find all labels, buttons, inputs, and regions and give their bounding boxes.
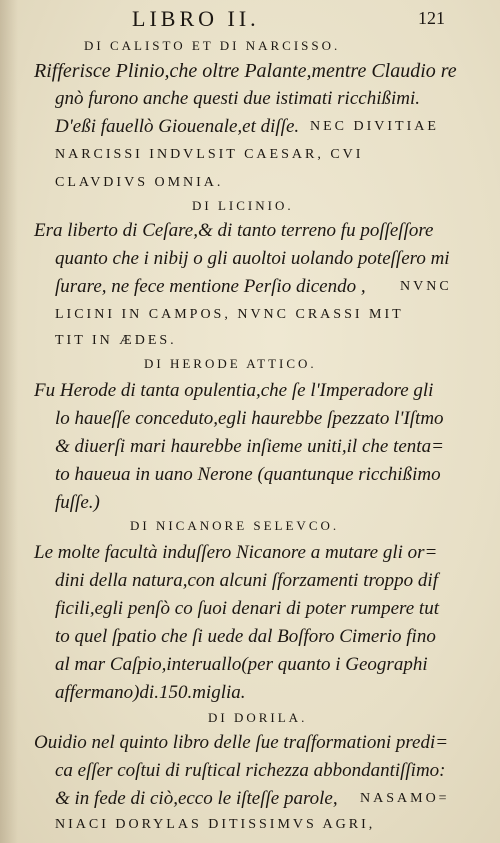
text-line: quanto che i nibij o gli auoltoi uolando poteſſero mi [55, 248, 450, 269]
text-line: ficili,egli penſò co ſuoi denari di poter rumpere tut [55, 598, 439, 619]
section-heading: DI DORILA. [208, 710, 308, 725]
latin-quote: NEC DIVITIAE [310, 119, 439, 134]
text-line [0, 86, 500, 114]
latin-quote-line [0, 302, 500, 330]
text-line [0, 730, 500, 758]
text-line: Le molte facultà induſſero Nicanore a mutare gli or= [34, 542, 438, 563]
latin-quote-line [0, 812, 500, 840]
text-line [0, 434, 500, 462]
text-line [0, 786, 500, 814]
text-line [0, 624, 500, 652]
latin-quote: NVNC [400, 279, 452, 294]
text-line: & in fede di ciò,ecco le iſteſſe parole, [55, 788, 338, 809]
latin-quote: CLAVDIVS OMNIA. [55, 175, 224, 190]
text-line: affermano)di.150.miglia. [55, 682, 246, 703]
text-line: gnò furono anche questi due istimati ricchißimi. [55, 88, 421, 109]
latin-quote: NIACI DORYLAS DITISSIMVS AGRI, [55, 817, 376, 832]
text-line: to quel ſpatio che ſi uede dal Boſforo Cimerio fino [55, 626, 436, 647]
text-line [0, 652, 500, 680]
text-line [0, 540, 500, 568]
text-line: ca eſſer coſtui di ruſtical richezza abbondantiſſimo: [55, 760, 446, 781]
text-line [0, 378, 500, 406]
text-line [0, 568, 500, 596]
latin-quote-line [0, 142, 500, 170]
text-line: to haueua in uano Nerone (quantunque ricchißimo [55, 464, 441, 485]
text-line: Era liberto di Ceſare,& di tanto terreno fu poſſeſſore [34, 220, 434, 241]
text-line [0, 274, 500, 302]
text-line: Fu Herode di tanta opulentia,che ſe l'Imperadore gli [34, 380, 434, 401]
running-head: LIBRO II. [132, 6, 260, 31]
text-line [0, 758, 500, 786]
text-line: lo haueſſe conceduto,egli haurebbe ſpezzato l'Iſtmo [55, 408, 444, 429]
text-line [0, 114, 500, 142]
section-heading: DI CALISTO ET DI NARCISSO. [84, 38, 341, 53]
text-line [0, 680, 500, 708]
text-line: D'eßi fauellò Giouenale,et diſſe. [55, 116, 300, 137]
text-line: al mar Caſpio,interuallo(per quanto i Geographi [55, 654, 428, 675]
latin-quote: NARCISSI INDVLSIT CAESAR, CVI [55, 147, 364, 162]
text-line: Ouidio nel quinto libro delle ſue traſformationi predi= [34, 732, 449, 753]
text-line: & diuerſi mari haurebbe inſieme uniti,il che tenta= [55, 436, 444, 457]
latin-quote: LICINI IN CAMPOS, NVNC CRASSI MIT [55, 307, 404, 322]
latin-quote: NASAMO= [360, 791, 450, 806]
text-line: dini della natura,con alcuni ſforzamenti troppo dif [55, 570, 438, 591]
page-number: 121 [418, 8, 445, 28]
text-line: fuſſe.) [55, 492, 100, 513]
text-line [0, 462, 500, 490]
text-line [0, 246, 500, 274]
latin-quote: TIT IN ÆDES. [55, 333, 177, 348]
text-line: Rifferisce Plinio,che oltre Palante,mentre Claudio re [34, 60, 457, 82]
section-heading-herode [0, 352, 500, 380]
page-header [0, 6, 500, 34]
section-heading: DI LICINIO. [192, 198, 294, 213]
text-line [0, 406, 500, 434]
text-line [0, 596, 500, 624]
section-heading: DI HERODE ATTICO. [144, 356, 317, 371]
section-heading-nicanore [0, 514, 500, 542]
text-line [0, 58, 500, 86]
text-line: ſurare, ne fece mentione Perſio dicendo , [55, 276, 366, 297]
text-line [0, 218, 500, 246]
section-heading: DI NICANORE SELEVCO. [130, 518, 340, 533]
